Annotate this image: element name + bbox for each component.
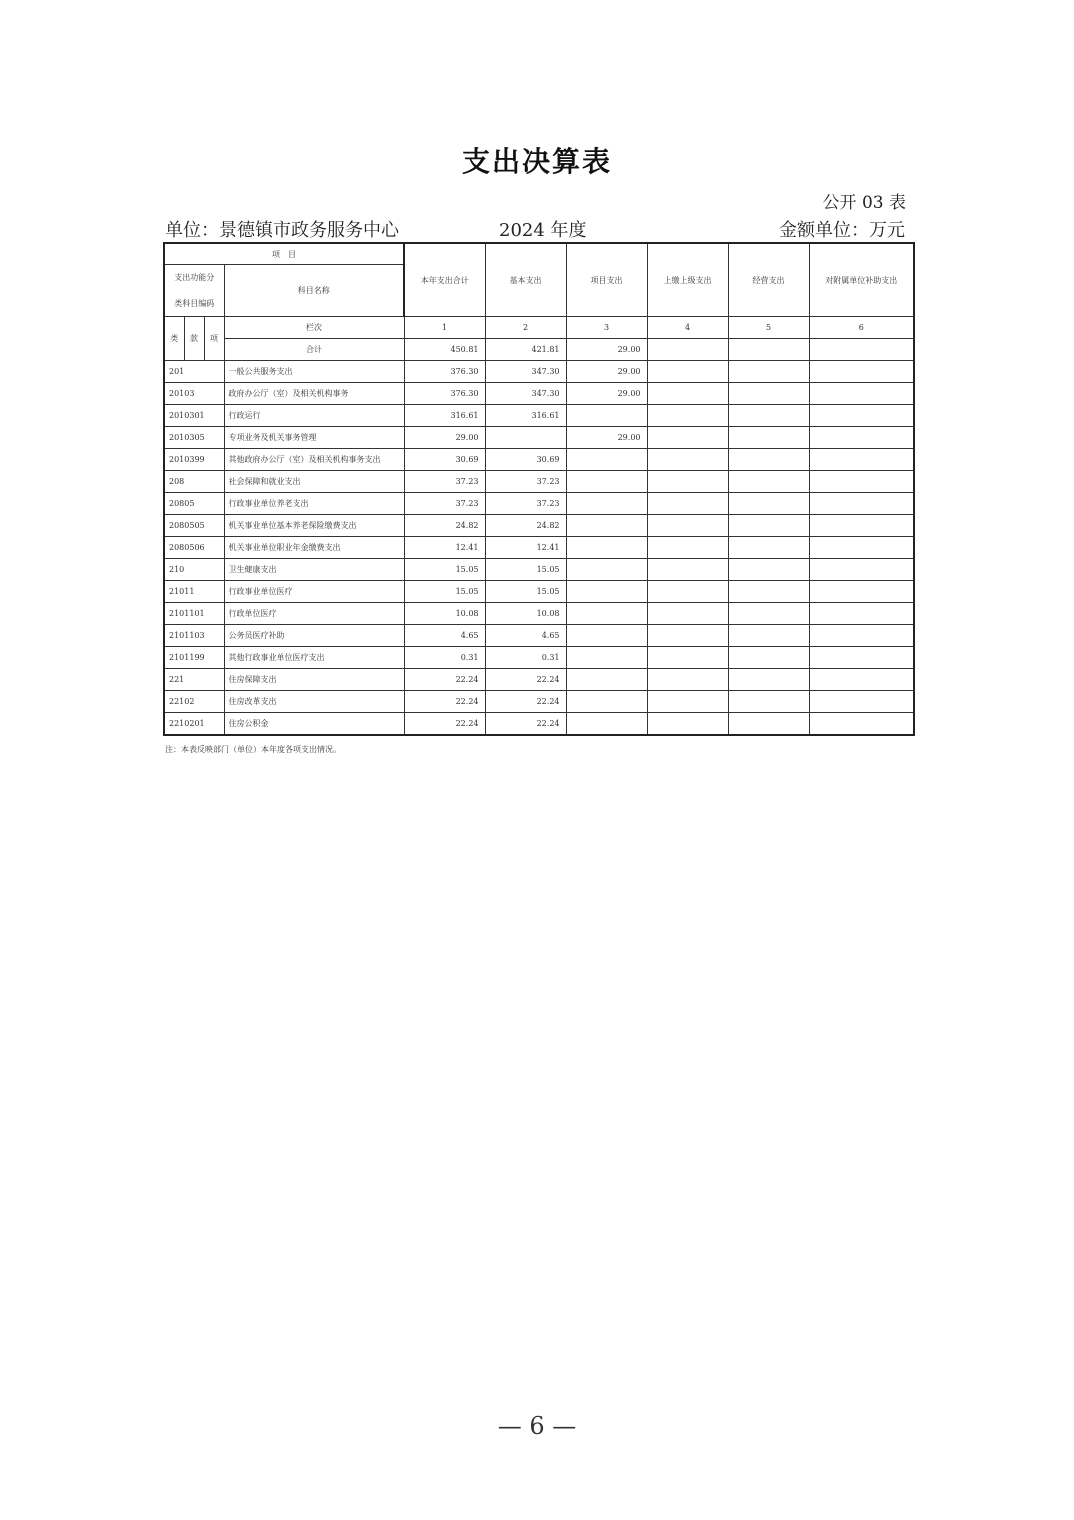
header-lanci: 栏次 — [224, 317, 404, 339]
row-value: 0.31 — [485, 647, 566, 669]
row-value — [809, 493, 914, 515]
fiscal-year: 2024 年度 — [499, 220, 587, 241]
row-value: 22.24 — [404, 691, 485, 713]
row-code: 20103 — [164, 383, 224, 405]
row-value — [647, 493, 728, 515]
row-value: 15.05 — [404, 559, 485, 581]
header-lei: 类 — [164, 317, 184, 361]
row-subject-name: 行政运行 — [224, 405, 404, 427]
row-value — [809, 647, 914, 669]
header-col-remit: 上缴上级支出 — [647, 243, 728, 317]
row-value — [809, 361, 914, 383]
row-value — [728, 405, 809, 427]
row-value — [809, 581, 914, 603]
header-col-project: 项目支出 — [566, 243, 647, 317]
row-code: 208 — [164, 471, 224, 493]
total-label: 合计 — [224, 339, 404, 361]
row-value — [728, 625, 809, 647]
row-subject-name: 其他政府办公厅（室）及相关机构事务支出 — [224, 449, 404, 471]
row-value — [647, 405, 728, 427]
row-value — [566, 581, 647, 603]
header-func-code-a: 支出功能分 — [164, 265, 224, 291]
row-value: 376.30 — [404, 383, 485, 405]
row-subject-name: 其他行政事业单位医疗支出 — [224, 647, 404, 669]
row-value — [647, 647, 728, 669]
row-value: 24.82 — [485, 515, 566, 537]
row-code: 2010399 — [164, 449, 224, 471]
row-value — [809, 449, 914, 471]
row-subject-name: 住房保障支出 — [224, 669, 404, 691]
row-value — [647, 669, 728, 691]
row-value: 29.00 — [566, 361, 647, 383]
table-row — [164, 361, 914, 383]
row-value: 12.41 — [485, 537, 566, 559]
money-unit: 金额单位：万元 — [779, 220, 905, 241]
table-row — [164, 449, 914, 471]
row-subject-name: 机关事业单位基本养老保险缴费支出 — [224, 515, 404, 537]
row-value: 29.00 — [566, 383, 647, 405]
row-value — [728, 493, 809, 515]
header-col-operating: 经营支出 — [728, 243, 809, 317]
row-value — [809, 515, 914, 537]
row-value — [647, 625, 728, 647]
unit-name: 单位：景德镇市政务服务中心 — [165, 220, 399, 241]
row-subject-name: 行政事业单位医疗 — [224, 581, 404, 603]
row-value — [728, 361, 809, 383]
table-row — [164, 383, 914, 405]
row-value — [809, 537, 914, 559]
expenditure-table — [163, 242, 915, 736]
row-value — [728, 471, 809, 493]
row-code: 20805 — [164, 493, 224, 515]
table-row — [164, 625, 914, 647]
table-note: 注：本表反映部门（单位）本年度各项支出情况。 — [165, 745, 341, 754]
header-col-subsidy: 对附属单位补助支出 — [809, 243, 914, 317]
col-num: 4 — [647, 317, 728, 339]
row-value: 376.30 — [404, 361, 485, 383]
row-code: 2210201 — [164, 713, 224, 736]
row-value — [728, 559, 809, 581]
row-value: 29.00 — [404, 427, 485, 449]
row-subject-name: 住房公积金 — [224, 713, 404, 736]
row-value: 30.69 — [404, 449, 485, 471]
table-row — [164, 427, 914, 449]
page-number: — 6 — — [497, 1412, 577, 1440]
row-code: 2010301 — [164, 405, 224, 427]
row-value — [809, 691, 914, 713]
row-value: 316.61 — [485, 405, 566, 427]
row-value: 347.30 — [485, 383, 566, 405]
row-value — [566, 647, 647, 669]
row-value: 22.24 — [485, 691, 566, 713]
row-value: 316.61 — [404, 405, 485, 427]
table-row — [164, 581, 914, 603]
row-value: 347.30 — [485, 361, 566, 383]
row-value — [728, 449, 809, 471]
row-value — [566, 669, 647, 691]
row-value — [728, 581, 809, 603]
total-value: 29.00 — [566, 339, 647, 361]
table-row — [164, 471, 914, 493]
row-value — [728, 647, 809, 669]
row-code: 2010305 — [164, 427, 224, 449]
row-value — [566, 559, 647, 581]
row-value: 29.00 — [566, 427, 647, 449]
row-value — [809, 383, 914, 405]
form-number: 公开 03 表 — [822, 193, 906, 213]
row-value: 10.08 — [404, 603, 485, 625]
total-value: 421.81 — [485, 339, 566, 361]
row-value — [728, 383, 809, 405]
total-value — [647, 339, 728, 361]
row-value — [647, 515, 728, 537]
row-subject-name: 公务员医疗补助 — [224, 625, 404, 647]
row-value: 4.65 — [485, 625, 566, 647]
total-value — [728, 339, 809, 361]
row-value — [728, 427, 809, 449]
col-num: 2 — [485, 317, 566, 339]
header-project: 项 目 — [164, 243, 404, 265]
row-value — [485, 427, 566, 449]
row-code: 2080505 — [164, 515, 224, 537]
row-value — [809, 471, 914, 493]
row-value: 22.24 — [404, 713, 485, 736]
row-code: 2101103 — [164, 625, 224, 647]
col-num: 5 — [728, 317, 809, 339]
total-value — [809, 339, 914, 361]
col-num: 3 — [566, 317, 647, 339]
col-num: 1 — [404, 317, 485, 339]
row-value — [566, 493, 647, 515]
row-value — [566, 625, 647, 647]
row-value: 4.65 — [404, 625, 485, 647]
row-code: 201 — [164, 361, 224, 383]
row-subject-name: 行政事业单位养老支出 — [224, 493, 404, 515]
page-title: 支出决算表 — [461, 145, 612, 178]
table-row — [164, 691, 914, 713]
table-row — [164, 647, 914, 669]
row-value — [728, 537, 809, 559]
row-value — [566, 471, 647, 493]
row-code: 22102 — [164, 691, 224, 713]
row-value — [566, 603, 647, 625]
row-value — [647, 427, 728, 449]
row-value: 15.05 — [404, 581, 485, 603]
row-value — [566, 515, 647, 537]
header-xiang: 项 — [204, 317, 224, 361]
row-value: 37.23 — [404, 471, 485, 493]
row-value — [809, 713, 914, 736]
row-value — [728, 713, 809, 736]
table-body — [164, 361, 914, 736]
row-value — [647, 449, 728, 471]
table-header — [164, 243, 914, 361]
total-value: 450.81 — [404, 339, 485, 361]
row-value: 15.05 — [485, 581, 566, 603]
row-subject-name: 专项业务及机关事务管理 — [224, 427, 404, 449]
row-value: 22.24 — [404, 669, 485, 691]
row-value: 10.08 — [485, 603, 566, 625]
row-value — [566, 449, 647, 471]
row-value — [647, 559, 728, 581]
row-value — [728, 603, 809, 625]
row-value: 37.23 — [485, 471, 566, 493]
row-value — [566, 537, 647, 559]
row-code: 2080506 — [164, 537, 224, 559]
row-code: 2101199 — [164, 647, 224, 669]
row-value — [809, 669, 914, 691]
table-row — [164, 669, 914, 691]
row-code: 2101101 — [164, 603, 224, 625]
row-subject-name: 行政单位医疗 — [224, 603, 404, 625]
row-code: 210 — [164, 559, 224, 581]
table-row — [164, 493, 914, 515]
row-value: 24.82 — [404, 515, 485, 537]
row-value: 22.24 — [485, 669, 566, 691]
row-value — [809, 427, 914, 449]
row-subject-name: 卫生健康支出 — [224, 559, 404, 581]
row-value — [647, 581, 728, 603]
row-value: 37.23 — [404, 493, 485, 515]
row-value — [809, 625, 914, 647]
row-value: 15.05 — [485, 559, 566, 581]
table-row — [164, 603, 914, 625]
table-row — [164, 559, 914, 581]
table-row — [164, 537, 914, 559]
row-value — [647, 537, 728, 559]
row-subject-name: 政府办公厅（室）及相关机构事务 — [224, 383, 404, 405]
row-value: 12.41 — [404, 537, 485, 559]
row-value — [647, 713, 728, 736]
header-col-basic: 基本支出 — [485, 243, 566, 317]
header-col-total: 本年支出合计 — [404, 243, 485, 317]
row-value — [566, 691, 647, 713]
header-func-code-b: 类科目编码 — [164, 290, 224, 317]
row-value — [647, 361, 728, 383]
row-value: 30.69 — [485, 449, 566, 471]
row-value: 37.23 — [485, 493, 566, 515]
row-value — [728, 515, 809, 537]
row-subject-name: 住房改革支出 — [224, 691, 404, 713]
row-value — [647, 471, 728, 493]
row-subject-name: 社会保障和就业支出 — [224, 471, 404, 493]
table-row — [164, 713, 914, 736]
row-value — [809, 603, 914, 625]
table-row — [164, 405, 914, 427]
row-value — [728, 691, 809, 713]
row-value — [647, 691, 728, 713]
header-subject-name: 科目名称 — [224, 265, 404, 317]
row-value — [809, 559, 914, 581]
row-code: 21011 — [164, 581, 224, 603]
row-value — [566, 405, 647, 427]
row-code: 221 — [164, 669, 224, 691]
row-value: 0.31 — [404, 647, 485, 669]
row-value — [728, 669, 809, 691]
row-value — [647, 603, 728, 625]
header-kuan: 款 — [184, 317, 204, 361]
table-row — [164, 515, 914, 537]
row-value: 22.24 — [485, 713, 566, 736]
col-num: 6 — [809, 317, 914, 339]
row-value — [809, 405, 914, 427]
row-subject-name: 一般公共服务支出 — [224, 361, 404, 383]
row-value — [647, 383, 728, 405]
row-value — [566, 713, 647, 736]
row-subject-name: 机关事业单位职业年金缴费支出 — [224, 537, 404, 559]
unit-line — [165, 216, 905, 240]
